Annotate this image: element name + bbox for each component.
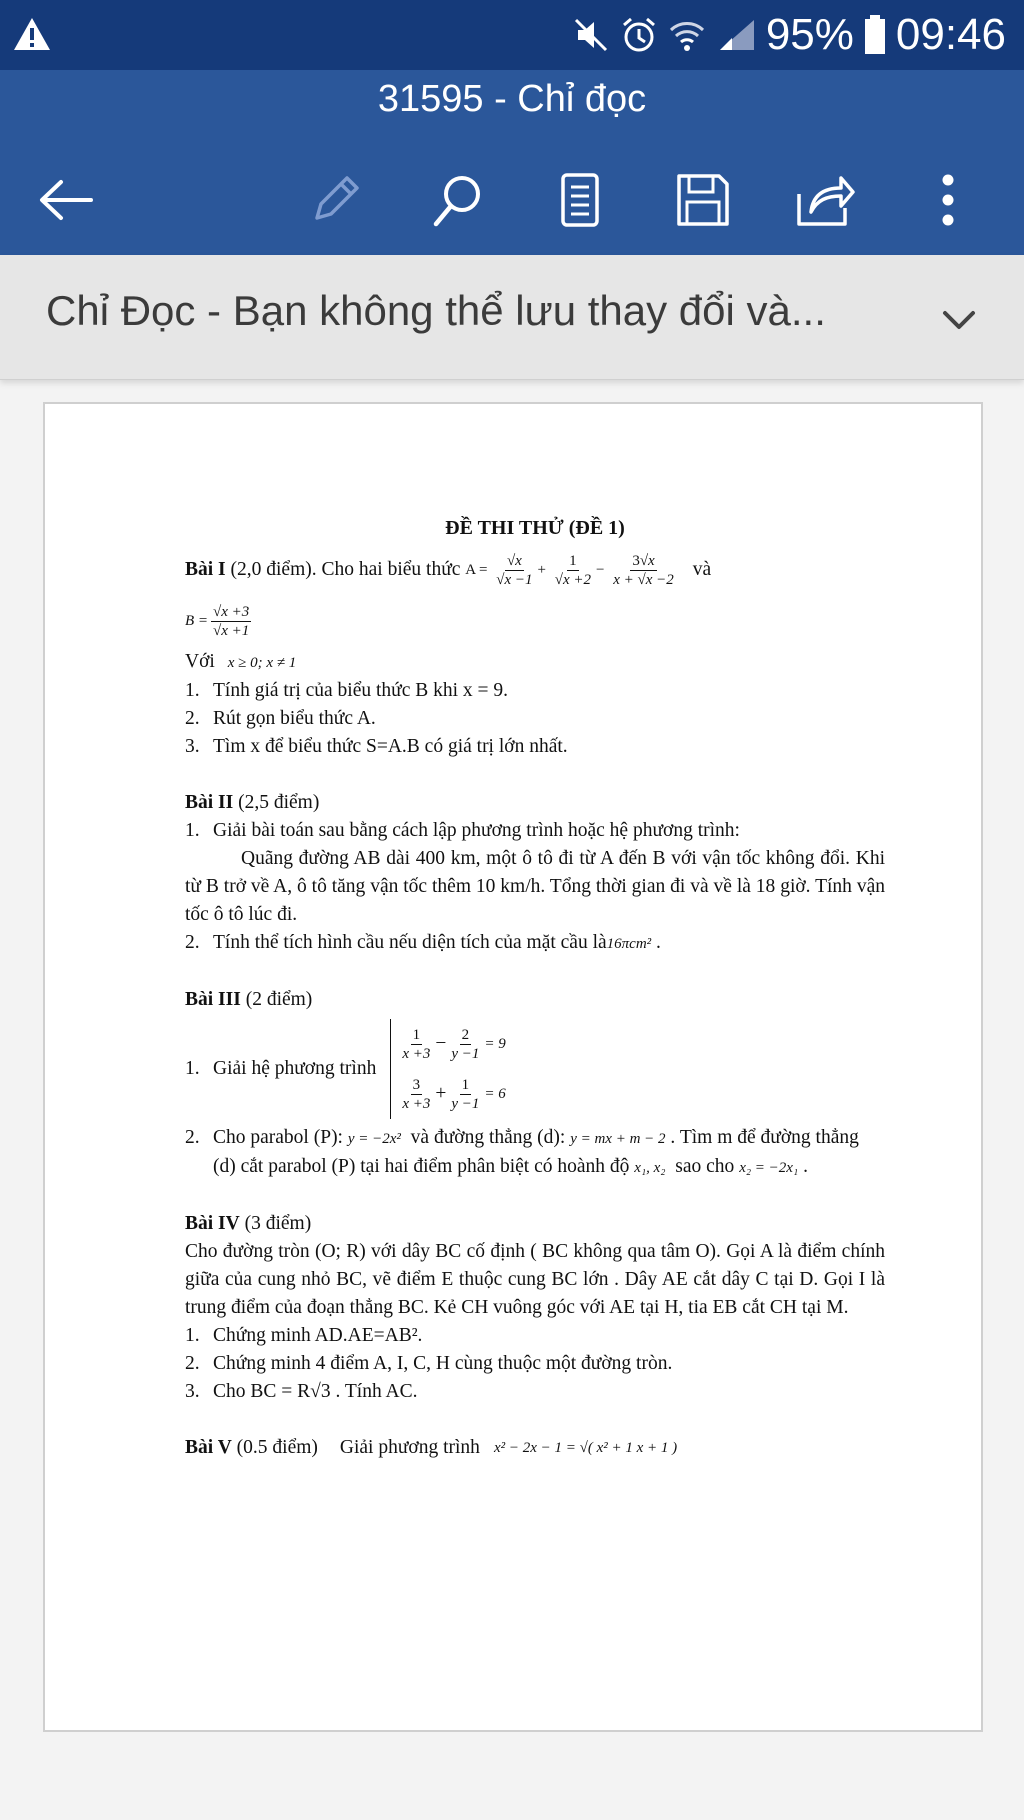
bai2-list <box>185 817 885 845</box>
share-icon <box>795 172 855 228</box>
pencil-icon <box>307 172 363 228</box>
bai2-list-2 <box>185 929 885 958</box>
share-button[interactable] <box>785 160 865 240</box>
bai5-equation: x² − 2x − 1 = √( x² + 1 x + 1 ) <box>493 1440 678 1456</box>
list-item: 2. Rút gọn biểu thức A. <box>185 708 376 729</box>
read-only-message: Chỉ Đọc - Bạn không thể lưu thay đổi và... <box>46 287 826 334</box>
bai2-heading: Bài II <box>185 792 234 813</box>
alarm-icon <box>620 16 658 54</box>
mute-icon <box>572 16 610 54</box>
list-item: 1. Chứng minh AD.AE=AB². <box>185 1325 423 1346</box>
bai1-condition: Với x ≥ 0; x ≠ 1 <box>185 651 297 672</box>
bai1-heading: Bài I <box>185 559 226 580</box>
back-button[interactable] <box>25 160 105 240</box>
list-item: 1. Tính giá trị của biểu thức B khi x = 9. <box>185 680 509 701</box>
bai3-heading: Bài III <box>185 989 241 1010</box>
back-arrow-icon <box>37 178 93 222</box>
battery-icon <box>864 15 886 55</box>
sphere-area: 16πcm² <box>606 936 652 952</box>
edit-button[interactable] <box>295 160 375 240</box>
warning-icon <box>12 16 52 57</box>
save-button[interactable] <box>663 160 743 240</box>
condition-math: x ≥ 0; x ≠ 1 <box>227 655 297 671</box>
bai4-list <box>185 1322 885 1406</box>
chevron-down-icon <box>942 309 976 331</box>
list-item: 2. Chứng minh 4 điểm A, I, C, H cùng thuộc một đường tròn. <box>185 1353 673 1374</box>
clock: 09:46 <box>895 10 1006 59</box>
search-icon <box>430 172 486 228</box>
read-only-banner[interactable] <box>0 255 1024 380</box>
bai4-heading: Bài IV <box>185 1213 240 1234</box>
status-bar <box>0 0 1024 70</box>
bai5-heading: Bài V <box>185 1437 232 1458</box>
app-bar <box>0 70 1024 255</box>
bai2-problem-text: Quãng đường AB dài 400 km, một ô tô đi từ A đến B với vận tốc không đổi. Khi từ B trở về A, ô tô tăng vận tốc thêm 10 km/h. Tổng thời gian đi và về là 18 giờ. Tính vận tốc ô tô lúc đi. <box>185 848 885 925</box>
and-word: và <box>692 559 712 580</box>
expression-b: B = $\frac{√x +3}{√x +1}$ <box>185 603 250 639</box>
list-item: 3. Cho BC = R√3 . Tính AC. <box>185 1381 418 1402</box>
more-vertical-icon <box>938 172 958 228</box>
list-item: 2. Cho parabol (P): y = −2x² và đường thẳng (d): y = mx + m − 2 . Tìm m để đường thẳng (d) cắt parabol (P) tại hai điểm phân biệt có hoành độ x₁, x₂ sao cho x₂ = −2x₁ . <box>185 1127 864 1177</box>
exam-title: ĐỀ THI THỬ (ĐỀ 1) <box>445 517 625 539</box>
list-item: 3. Tìm x để biểu thức S=A.B có giá trị lớn nhất. <box>185 736 568 757</box>
bai1-intro-text: (2,0 điểm). Cho hai biểu thức <box>225 559 466 580</box>
save-icon <box>675 172 731 228</box>
mobile-view-button[interactable] <box>540 160 620 240</box>
list-item: 2. Tính thể tích hình cầu nếu diện tích của mặt cầu là16πcm² . <box>185 932 661 953</box>
expand-banner-button[interactable] <box>934 300 984 340</box>
bai5-line: Bài V (0.5 điểm) Giải phương trình x² − 2x − 1 = √( x² + 1 x + 1 ) <box>185 1434 885 1462</box>
list-item: 1. Giải hệ phương trình $\frac{1}{x +3}$ − $\frac{2}{y -1}$ = 9 $\frac{3}{x +3}$ + $\frac{1}{y -1}$ = 6 <box>185 1014 885 1124</box>
document-body <box>185 514 885 1462</box>
signal-icon <box>716 16 756 54</box>
more-options-button[interactable] <box>908 160 988 240</box>
bai1-list <box>185 677 885 761</box>
mobile-view-icon <box>558 172 602 228</box>
bai3-list <box>185 1014 885 1182</box>
bai1-intro <box>185 546 885 594</box>
equation-system: $\frac{1}{x +3}$ − $\frac{2}{y -1}$ = 9 $\frac{3}{x +3}$ + $\frac{1}{y -1}$ = 6 <box>390 1019 505 1119</box>
battery-percent: 95% <box>765 10 854 59</box>
document-page[interactable] <box>43 402 983 1732</box>
bai2-heading-line: Bài II (2,5 điểm) <box>185 792 320 813</box>
document-title: 31595 - Chỉ đọc <box>377 78 647 120</box>
list-item: 1. Giải bài toán sau bằng cách lập phương trình hoặc hệ phương trình: <box>185 820 740 841</box>
bai4-heading-line: Bài IV (3 điểm) <box>185 1213 312 1234</box>
search-button[interactable] <box>418 160 498 240</box>
expression-a: A = $\frac{√x}{√x -1}$ + $\frac{1}{√x +2}$ − $\frac{3√x}{x + √x -2}$ <box>465 552 674 588</box>
wifi-icon <box>668 16 706 54</box>
bai3-heading-line: Bài III (2 điểm) <box>185 989 313 1010</box>
bai4-text: Cho đường tròn (O; R) với dây BC cố định ( BC không qua tâm O). Gọi A là điểm chính giữa của cung nhỏ BC, vẽ điểm E thuộc cung BC lớn . Dây AE cắt dây C tại D. Gọi I là trung điểm của đoạn thẳng BC. Kẻ CH vuông góc với AE tại H, tia EB cắt CH tại M. <box>185 1241 885 1318</box>
